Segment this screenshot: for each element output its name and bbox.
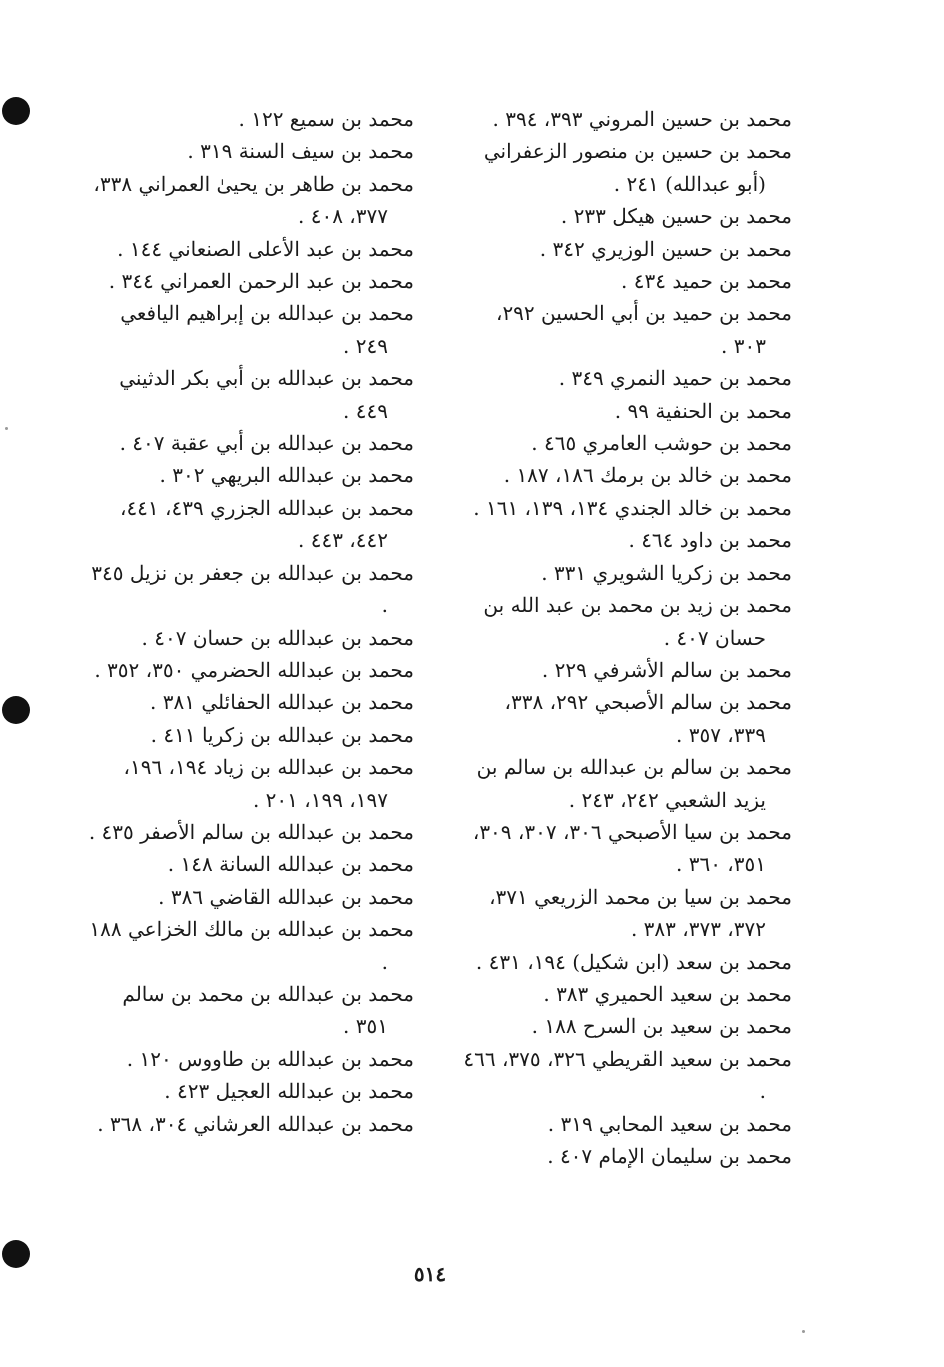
index-entry: محمد بن عبدالله بن مالك الخزاعي ١٨٨ .: [89, 917, 414, 974]
index-entry: محمد بن حميد بن أبي الحسين ٢٩٢، ٣٠٣ .: [495, 301, 792, 358]
index-entry: محمد بن سالم بن عبدالله بن سالم بن يزيد الشعبي ٢٤٢، ٢٤٣ .: [476, 755, 792, 812]
index-entry: محمد بن سعد (ابن شكيل) ١٩٤، ٤٣١ .: [475, 949, 792, 974]
index-entry: محمد بن زكريا الشويري ٣٣١ .: [541, 560, 792, 585]
index-entry: محمد بن عبدالله بن زياد ١٩٤، ١٩٦، ١٩٧، ١٩٩، ٢٠١ .: [123, 755, 414, 812]
index-entry: محمد بن حميد ٤٣٤ .: [621, 269, 792, 294]
index-entry: محمد بن عبدالله العجيل ٤٢٣ .: [164, 1079, 414, 1104]
index-entry: محمد بن سعيد القريطي ٣٢٦، ٣٧٥، ٤٦٦ .: [463, 1046, 792, 1104]
index-entry: محمد بن طاهر بن يحيىٰ العمراني ٣٣٨، ٣٧٧، ٤٠٨ .: [93, 171, 414, 229]
index-entry: محمد بن عبدالله بن إبراهيم اليافعي ٢٤٩ .: [120, 301, 414, 358]
index-entry: محمد بن عبدالله البريهي ٣٠٢ .: [159, 463, 414, 488]
index-column-left: [88, 103, 414, 1140]
index-entry: محمد بن عبدالله بن محمد بن سالم ٣٥١ .: [122, 981, 414, 1039]
index-entry: محمد بن عبدالله بن أبي عقبة ٤٠٧ .: [119, 431, 414, 456]
index-entry: محمد بن سيا بن محمد الزريعي ٣٧١، ٣٧٢، ٣٧٣، ٣٨٣ .: [489, 884, 792, 942]
index-entry: محمد بن عبدالله العرشاني ٣٠٤، ٣٦٨ .: [97, 1111, 414, 1136]
index-entry: محمد بن عبدالله الحضرمي ٣٥٠، ٣٥٢ .: [94, 657, 414, 682]
punch-hole-top: [2, 97, 30, 125]
index-entry: محمد بن حسين بن منصور الزعفراني (أبو عبدالله) ٢٤١ .: [483, 139, 792, 196]
index-entry: محمد بن سالم الأصبحي ٢٩٢، ٣٣٨، ٣٣٩، ٣٥٧ .: [504, 690, 792, 747]
index-entry: محمد بن عبدالله الجزري ٤٣٩، ٤٤١، ٤٤٢، ٤٤٣ .: [119, 495, 414, 553]
index-entry: محمد بن داود ٤٦٤ .: [628, 528, 792, 553]
index-entry: محمد بن سعيد المحابي ٣١٩ .: [547, 1111, 792, 1136]
scan-speck: [5, 427, 8, 430]
index-entry: محمد بن عبدالله القاضي ٣٨٦ .: [158, 884, 414, 909]
page-number: ٥١٤: [413, 1262, 447, 1286]
index-entry: محمد بن حميد النمري ٣٤٩ .: [558, 366, 792, 391]
index-entry: محمد بن عبدالله السانة ١٤٨ .: [167, 852, 414, 877]
index-column-right: [462, 103, 792, 1172]
index-entry: محمد بن عبدالله بن سالم الأصفر ٤٣٥ .: [88, 819, 414, 844]
index-entry: محمد بن سليمان الإمام ٤٠٧ .: [547, 1144, 792, 1168]
index-entry: محمد بن سيا الأصبحي ٣٠٦، ٣٠٧، ٣٠٩، ٣٥١، ٣٦٠ .: [472, 819, 792, 877]
scan-speck: [802, 1330, 805, 1333]
index-entry: محمد بن سالم الأشرفي ٢٢٩ .: [541, 657, 792, 682]
punch-hole-middle: [2, 696, 30, 724]
index-entry: محمد بن حوشب العامري ٤٦٥ .: [531, 431, 792, 456]
index-entry: محمد بن عبدالله بن أبي بكر الدثيني ٤٤٩ .: [119, 366, 414, 423]
index-entry: محمد بن عبد الأعلى الصنعاني ١٤٤ .: [117, 236, 414, 261]
index-entry: محمد بن عبدالله الحفائلي ٣٨١ .: [150, 690, 414, 715]
index-entry: محمد بن سعيد الحميري ٣٨٣ .: [543, 981, 792, 1006]
index-entry: محمد بن عبد الرحمن العمراني ٣٤٤ .: [108, 269, 414, 294]
index-entry: محمد بن عبدالله بن طاووس ١٢٠ .: [126, 1046, 414, 1071]
index-entry: محمد بن سعيد بن السرح ١٨٨ .: [531, 1014, 792, 1039]
index-entry: محمد بن عبدالله بن حسان ٤٠٧ .: [141, 625, 414, 650]
index-entry: محمد بن عبدالله بن جعفر بن نزيل ٣٤٥ .: [91, 560, 414, 618]
index-entry: محمد بن سيف السنة ٣١٩ .: [187, 139, 414, 164]
index-entry: محمد بن الحنفية ٩٩ .: [614, 398, 792, 423]
index-entry: محمد بن حسين هيكل ٢٣٣ .: [560, 204, 792, 229]
index-entry: محمد بن خالد الجندي ١٣٤، ١٣٩، ١٦١ .: [473, 495, 792, 520]
index-entry: محمد بن حسين الوزيري ٣٤٢ .: [539, 236, 792, 261]
index-entry: محمد بن زيد بن محمد بن عبد الله بن حسان ٤٠٧ .: [483, 593, 792, 650]
index-entry: محمد بن خالد بن برمك ١٨٦، ١٨٧ .: [503, 463, 792, 488]
index-entry: محمد بن حسين المروني ٣٩٣، ٣٩٤ .: [492, 107, 792, 131]
index-entry: محمد بن سميع ١٢٢ .: [238, 107, 414, 131]
index-entry: محمد بن عبدالله بن زكريا ٤١١ .: [150, 722, 414, 747]
